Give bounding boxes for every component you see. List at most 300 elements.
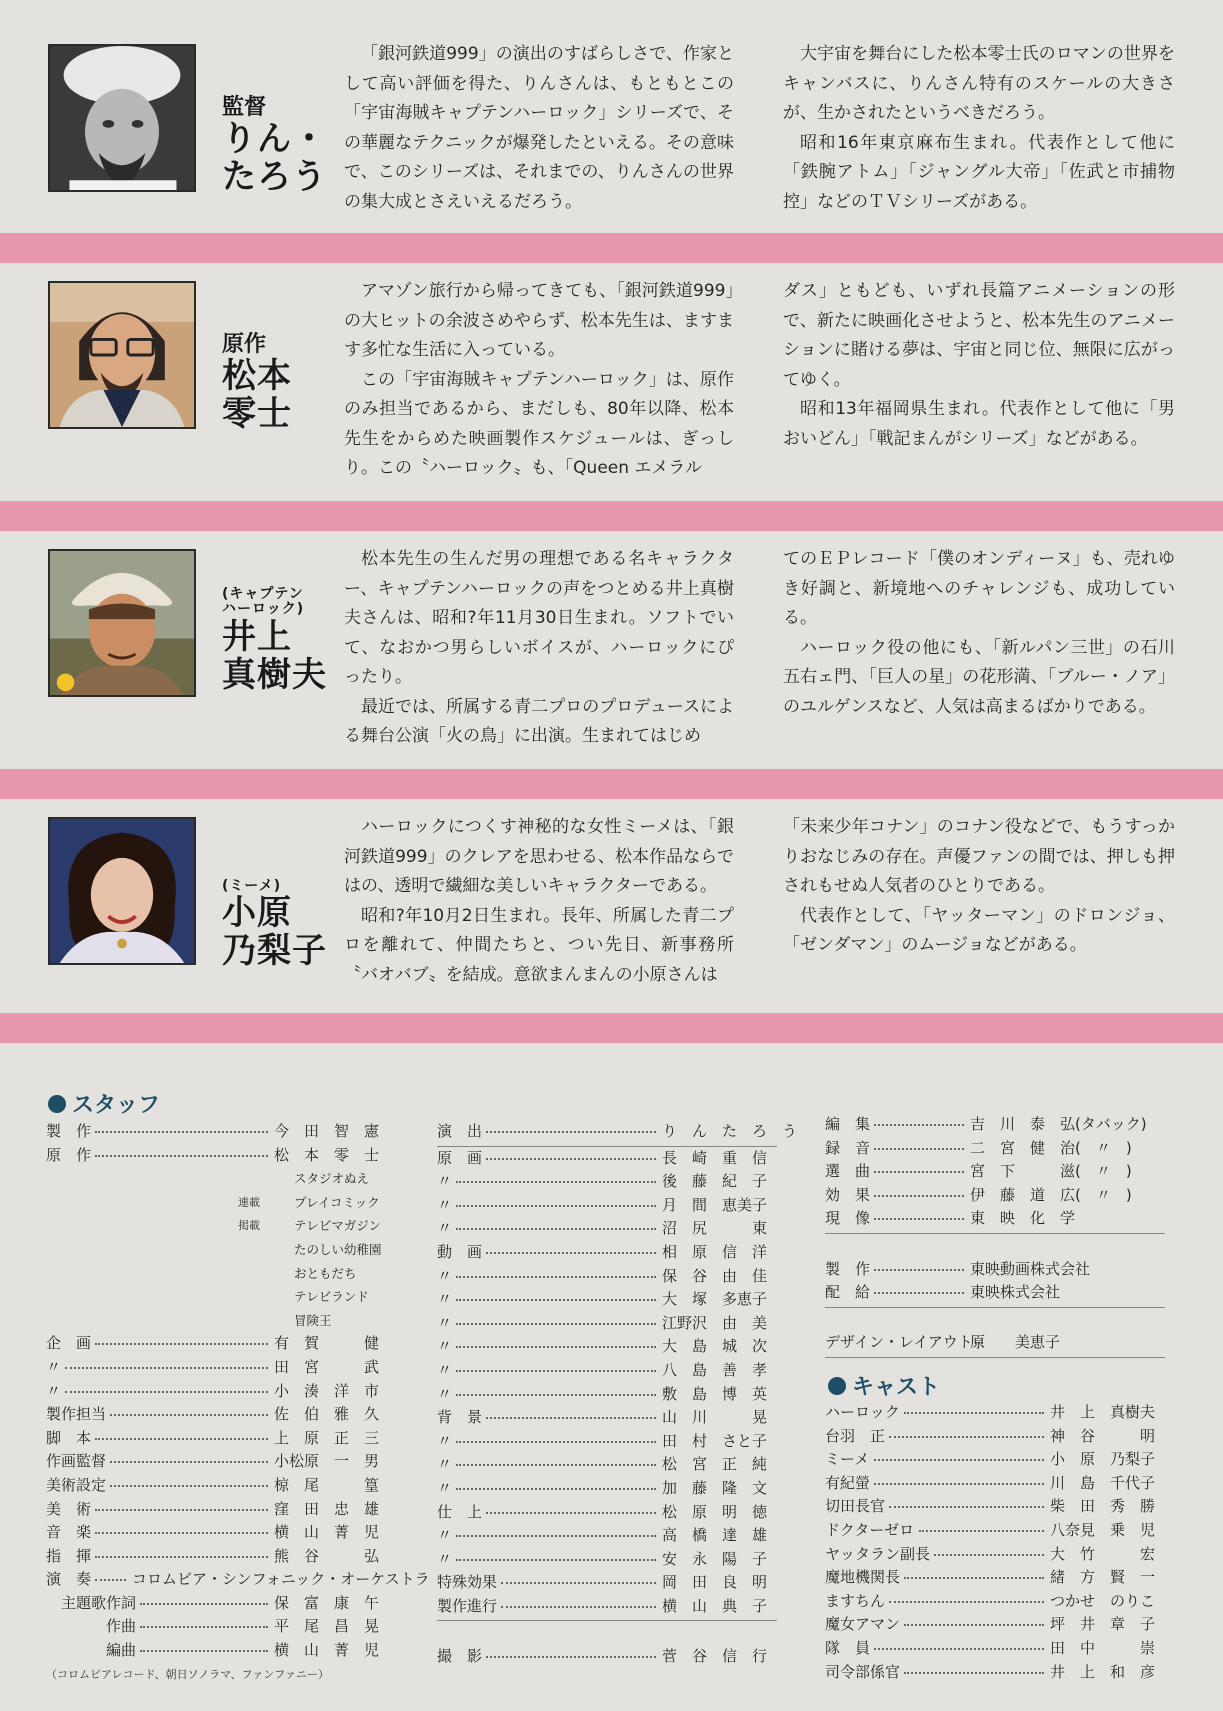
credit-name: 八 島 善 孝 bbox=[662, 1360, 768, 1379]
credit-row bbox=[825, 1661, 1165, 1685]
credit-role: 〃 bbox=[46, 1381, 62, 1400]
credit-name: 熊 谷 弘 bbox=[274, 1546, 380, 1565]
credit-row bbox=[437, 1453, 777, 1477]
credit-name: 伊 藤 道 広( 〃 ) bbox=[970, 1185, 1132, 1204]
credit-role: 魔地機関長 bbox=[825, 1568, 901, 1587]
person-name: 松本 bbox=[222, 356, 292, 397]
credit-row bbox=[437, 1477, 777, 1501]
leader-dots bbox=[140, 1650, 268, 1652]
credit-row bbox=[437, 1170, 777, 1194]
person-name: 零士 bbox=[222, 394, 292, 435]
leader-dots bbox=[904, 1672, 1044, 1674]
leader-dots bbox=[456, 1370, 656, 1372]
bio-paragraph: 大宇宙を舞台にした松本零士氏のロマンの世界をキャンバスに、りんさん特有のスケールの大きさが、生かされたというべきだろう。 bbox=[783, 44, 1175, 123]
credit-row bbox=[46, 1568, 430, 1592]
leader-dots bbox=[65, 1367, 268, 1369]
leader-dots bbox=[456, 1535, 656, 1537]
leader-dots bbox=[140, 1626, 268, 1628]
credit-note: 掲載 bbox=[238, 1219, 260, 1233]
credit-name: 佐 伯 雅 久 bbox=[274, 1405, 380, 1424]
credit-name: 安 永 陽 子 bbox=[662, 1549, 768, 1568]
credit-row bbox=[437, 1335, 777, 1359]
leader-dots bbox=[874, 1148, 964, 1150]
credit-name: 八奈見 乗 児 bbox=[1050, 1520, 1156, 1539]
credit-row bbox=[46, 1262, 386, 1286]
credit-row bbox=[825, 1425, 1165, 1449]
leader-dots bbox=[456, 1323, 656, 1325]
credit-row bbox=[437, 1147, 777, 1171]
credit-row bbox=[437, 1406, 777, 1430]
person-name: 小原 bbox=[222, 893, 292, 934]
credit-row bbox=[46, 1403, 386, 1427]
credit-name: おともだち bbox=[294, 1265, 357, 1281]
section-rule bbox=[825, 1357, 1165, 1358]
person-name: 乃梨子 bbox=[222, 931, 327, 972]
leader-dots bbox=[456, 1346, 656, 1348]
director-photo bbox=[48, 44, 196, 192]
credit-name: コロムビア・シンフォニック・オーケストラ bbox=[132, 1570, 430, 1589]
author-photo bbox=[48, 281, 196, 429]
credit-role: 隊 員 bbox=[825, 1638, 871, 1657]
credit-role: 切田長官 bbox=[825, 1497, 886, 1516]
credit-name: 松 原 明 徳 bbox=[662, 1502, 768, 1521]
credit-role: デザイン・レイアウト bbox=[825, 1333, 973, 1352]
leader-dots bbox=[456, 1559, 656, 1561]
cast-heading-label: キャスト bbox=[852, 1375, 941, 1400]
person-name: 真樹夫 bbox=[222, 654, 327, 695]
credit-role: 〃 bbox=[437, 1455, 453, 1474]
credit-role: 美 術 bbox=[46, 1499, 92, 1518]
bio-column-2 bbox=[783, 545, 1175, 722]
credit-role: 背 景 bbox=[437, 1408, 483, 1427]
credit-name: つかせ のりこ bbox=[1050, 1591, 1156, 1610]
credit-row bbox=[46, 1144, 386, 1168]
leader-dots bbox=[456, 1228, 656, 1230]
divider-stripe bbox=[0, 769, 1223, 799]
credit-row bbox=[46, 1498, 386, 1522]
role-label: (キャプテン bbox=[222, 586, 304, 602]
bio-paragraph: 昭和13年福岡県生まれ。代表作として他に「男おいどん」「戦記まんがシリーズ」などがある。 bbox=[783, 399, 1175, 449]
credit-name: 相 原 信 洋 bbox=[662, 1242, 768, 1261]
credit-name: 川 島 千代子 bbox=[1050, 1473, 1156, 1492]
credit-row bbox=[46, 1285, 386, 1309]
credit-role: 配 給 bbox=[825, 1283, 871, 1302]
role-label: (ミーメ) bbox=[222, 878, 282, 894]
credit-name: 上 原 正 三 bbox=[274, 1428, 380, 1447]
bio-paragraph: ハーロック役の他にも、「新ルパン三世」の石川五右ェ門、「巨人の星」の花形満、「ブルー・ノア」のユルゲンスなど、人気は高まるばかりである。 bbox=[783, 637, 1175, 717]
credit-row bbox=[825, 1258, 1165, 1282]
credit-name: 沼 尻 東 bbox=[662, 1219, 768, 1238]
credit-role: 仕 上 bbox=[437, 1502, 483, 1521]
leader-dots bbox=[889, 1506, 1044, 1508]
credit-role: ハーロック bbox=[825, 1403, 900, 1421]
divider-stripe bbox=[0, 1013, 1223, 1043]
leader-dots bbox=[874, 1195, 964, 1197]
leader-dots bbox=[95, 1579, 126, 1581]
bullet-dot-icon bbox=[48, 1095, 66, 1113]
bio-paragraph: 「銀河鉄道999」の演出のすばらしさで、作家として高い評価を得た、りんさんは、もともとこの「宇宙海賊キャプテンハーロック」シリーズで、その華麗なテクニックが爆発したといえる。その意味で、このシリーズは、それまでの、りんさんの世界の集大成とさえいえるだろう。 bbox=[344, 44, 734, 212]
credit-role: ドクターゼロ bbox=[825, 1520, 915, 1539]
leader-dots bbox=[486, 1158, 656, 1160]
credit-role: 編 集 bbox=[825, 1115, 871, 1133]
credit-name: 平 尾 昌 晃 bbox=[274, 1617, 380, 1636]
credit-name: 東映株式会社 bbox=[970, 1283, 1061, 1302]
bio-paragraph: 代表作として、「ヤッターマン」のドロンジョ、「ゼンダマン」のムージョなどがある。 bbox=[783, 905, 1175, 955]
credit-role: 〃 bbox=[437, 1431, 453, 1450]
credit-role: 〃 bbox=[437, 1290, 453, 1309]
credit-row bbox=[825, 1160, 1165, 1184]
leader-dots bbox=[95, 1438, 268, 1440]
credit-role: 〃 bbox=[437, 1337, 453, 1356]
credit-role: 録 音 bbox=[825, 1138, 871, 1157]
bio-column-2 bbox=[783, 277, 1175, 454]
credit-name: 有 賀 健 bbox=[274, 1334, 380, 1353]
credit-name: 加 藤 隆 文 bbox=[662, 1478, 768, 1497]
leader-dots bbox=[874, 1269, 964, 1271]
credit-row bbox=[437, 1312, 777, 1336]
credit-name: 田 村 さと子 bbox=[662, 1431, 768, 1450]
credit-name: テレビマガジン bbox=[294, 1218, 381, 1234]
leader-dots bbox=[95, 1556, 268, 1558]
leader-dots bbox=[874, 1459, 1044, 1461]
leader-dots bbox=[874, 1292, 964, 1294]
credit-name: 原 美恵子 bbox=[970, 1333, 1061, 1352]
bio-column-1 bbox=[344, 40, 734, 217]
credit-row bbox=[437, 1383, 777, 1407]
credit-name: （コロムビアレコード、朝日ソノラマ、ファンファニー） bbox=[46, 1667, 330, 1681]
credit-row bbox=[46, 1167, 386, 1191]
credit-row bbox=[825, 1637, 1165, 1661]
leader-dots bbox=[486, 1656, 656, 1658]
credit-row bbox=[437, 1288, 777, 1312]
credit-name: 東映動画株式会社 bbox=[970, 1259, 1091, 1278]
credit-role: 〃 bbox=[437, 1195, 453, 1214]
leader-dots bbox=[904, 1412, 1044, 1414]
leader-dots bbox=[486, 1512, 656, 1514]
credit-row bbox=[825, 1401, 1165, 1425]
leader-dots bbox=[889, 1436, 1044, 1438]
credit-role: 有紀螢 bbox=[825, 1473, 871, 1492]
credit-role: 〃 bbox=[437, 1478, 453, 1497]
credit-row bbox=[46, 1238, 386, 1262]
credit-name: 二 宮 健 治( 〃 ) bbox=[970, 1138, 1132, 1157]
credit-row bbox=[825, 1613, 1165, 1637]
credit-name: 菅 谷 信 行 bbox=[662, 1647, 768, 1666]
credit-role: 〃 bbox=[437, 1360, 453, 1379]
bio-paragraph: 「未来少年コナン」のコナン役などで、もうすっかりおなじみの存在。声優ファンの間では、押しも押されもせぬ人気者のひとりである。 bbox=[783, 817, 1175, 896]
credit-role: 編曲 bbox=[46, 1641, 137, 1660]
staff-heading bbox=[48, 1088, 160, 1119]
credit-name: 松 宮 正 純 bbox=[662, 1455, 768, 1474]
credit-role: 選 曲 bbox=[825, 1162, 871, 1181]
credit-row bbox=[825, 1113, 1165, 1137]
credit-name: 井 上 真樹夫 bbox=[1050, 1403, 1156, 1421]
staff-column-2 bbox=[437, 1120, 798, 1669]
credit-row bbox=[825, 1495, 1165, 1519]
credit-name: 東 映 化 学 bbox=[970, 1209, 1076, 1228]
credit-role: 企 画 bbox=[46, 1334, 92, 1353]
role-label: 原作 bbox=[222, 332, 267, 357]
credit-row bbox=[437, 1595, 777, 1619]
credit-row bbox=[825, 1281, 1165, 1305]
staff-heading-label: スタッフ bbox=[72, 1093, 161, 1118]
cast-column bbox=[825, 1401, 1165, 1684]
credit-role: 〃 bbox=[46, 1357, 62, 1376]
leader-dots bbox=[874, 1124, 964, 1126]
credit-row bbox=[437, 1621, 777, 1645]
credit-row bbox=[437, 1120, 798, 1144]
leader-dots bbox=[110, 1414, 268, 1416]
credit-role: 効 果 bbox=[825, 1185, 871, 1204]
bio-paragraph: ダス」ともども、いずれ長篇アニメーションの形で、新たに映画化させようと、松本先生のアニメーションに賭ける夢は、宇宙と同じ位、無限に広がってゆく。 bbox=[783, 281, 1175, 390]
credit-role: 製作進行 bbox=[437, 1596, 498, 1615]
credit-name: プレイコミック bbox=[294, 1194, 380, 1210]
leader-dots bbox=[140, 1603, 268, 1605]
credit-row bbox=[437, 1571, 777, 1595]
credit-name: 小 原 乃梨子 bbox=[1050, 1450, 1156, 1469]
credit-role: 〃 bbox=[437, 1172, 453, 1191]
leader-dots bbox=[456, 1441, 656, 1443]
leader-dots bbox=[874, 1483, 1044, 1485]
credit-name: 大 島 城 次 bbox=[662, 1337, 768, 1356]
leader-dots bbox=[95, 1532, 268, 1534]
harlock-voice-photo bbox=[48, 549, 196, 697]
credit-row bbox=[46, 1332, 386, 1356]
credit-row bbox=[825, 1448, 1165, 1472]
credit-name: テレビランド bbox=[294, 1289, 369, 1305]
credit-role: ますちん bbox=[825, 1591, 886, 1610]
credit-name: 後 藤 紀 子 bbox=[662, 1172, 768, 1191]
leader-dots bbox=[456, 1464, 656, 1466]
leader-dots bbox=[904, 1577, 1044, 1579]
credit-row bbox=[825, 1519, 1165, 1543]
bullet-dot-icon bbox=[828, 1377, 846, 1395]
credit-name: 山 川 晃 bbox=[662, 1408, 768, 1427]
leader-dots bbox=[456, 1276, 656, 1278]
bio-column-1 bbox=[344, 277, 734, 484]
credit-row bbox=[46, 1309, 386, 1333]
credit-row bbox=[46, 1450, 386, 1474]
divider-stripe bbox=[0, 233, 1223, 263]
leader-dots bbox=[95, 1343, 268, 1345]
credit-row bbox=[437, 1194, 777, 1218]
credit-name: 長 崎 重 信 bbox=[662, 1148, 768, 1167]
role-label: ハーロック) bbox=[222, 601, 305, 618]
credit-role: 〃 bbox=[437, 1219, 453, 1238]
credit-name: 冒険王 bbox=[294, 1312, 332, 1328]
credit-name: 大 塚 多恵子 bbox=[662, 1290, 768, 1309]
credit-name: 保 富 康 午 bbox=[274, 1593, 380, 1612]
credit-row bbox=[437, 1217, 777, 1241]
credit-name: 大 竹 宏 bbox=[1050, 1544, 1156, 1563]
credit-row bbox=[46, 1191, 386, 1215]
role-label: 監督 bbox=[222, 95, 267, 120]
leader-dots bbox=[456, 1205, 656, 1207]
leader-dots bbox=[95, 1509, 268, 1511]
credit-name: 坪 井 章 子 bbox=[1050, 1615, 1156, 1634]
credit-row bbox=[46, 1427, 386, 1451]
credit-role: 現 像 bbox=[825, 1209, 871, 1228]
leader-dots bbox=[110, 1461, 268, 1463]
credit-name: 宮 下 滋( 〃 ) bbox=[970, 1162, 1132, 1181]
credit-role: 主題歌作詞 bbox=[46, 1593, 137, 1612]
bio-paragraph: 昭和?年10月2日生まれ。長年、所属した青二プロを離れて、仲間たちと、つい先日、新事務所〝バオバブ〟を結成。意欲まんまんの小原さんは bbox=[344, 905, 734, 985]
credit-row bbox=[46, 1639, 386, 1663]
credit-row bbox=[437, 1265, 777, 1289]
credit-name: 柴 田 秀 勝 bbox=[1050, 1497, 1156, 1516]
leader-dots bbox=[95, 1131, 268, 1133]
credit-role: 演 出 bbox=[437, 1122, 483, 1140]
bio-column-2 bbox=[783, 813, 1175, 961]
credit-row bbox=[825, 1184, 1165, 1208]
bio-paragraph: 昭和16年東京麻布生まれ。代表作として他に「鉄腕アトム」「ジャングル大帝」「佐武と市捕物控」などのＴＶシリーズがある。 bbox=[783, 132, 1175, 212]
credit-name: 江野沢 由 美 bbox=[662, 1313, 768, 1332]
leader-dots bbox=[486, 1252, 656, 1254]
credit-row bbox=[437, 1501, 777, 1525]
credit-role: 脚 本 bbox=[46, 1428, 92, 1447]
credit-name: 小 湊 洋 市 bbox=[274, 1381, 380, 1400]
credit-role: 作曲 bbox=[46, 1617, 137, 1636]
credit-role: 〃 bbox=[437, 1526, 453, 1545]
credit-row bbox=[825, 1472, 1165, 1496]
credit-row bbox=[437, 1430, 777, 1454]
credit-role: ヤッタラン副長 bbox=[825, 1544, 931, 1563]
leader-dots bbox=[65, 1391, 268, 1393]
credit-role: 製 作 bbox=[46, 1122, 92, 1140]
credit-name: 松 本 零 士 bbox=[274, 1145, 380, 1164]
credit-row bbox=[825, 1590, 1165, 1614]
credit-row bbox=[46, 1663, 386, 1687]
credit-row bbox=[437, 1645, 777, 1669]
credit-role: 〃 bbox=[437, 1266, 453, 1285]
leader-dots bbox=[889, 1601, 1044, 1603]
credit-name: 今 田 智 憲 bbox=[274, 1122, 380, 1140]
credit-role: 指 揮 bbox=[46, 1546, 92, 1565]
credit-name: 神 谷 明 bbox=[1050, 1426, 1156, 1445]
credit-name: 田 中 崇 bbox=[1050, 1638, 1156, 1657]
credit-name: 横 山 典 子 bbox=[662, 1596, 768, 1615]
credit-role: 音 楽 bbox=[46, 1523, 92, 1542]
leader-dots bbox=[501, 1606, 656, 1608]
staff-column-1 bbox=[46, 1120, 430, 1686]
leader-dots bbox=[456, 1488, 656, 1490]
credit-row bbox=[825, 1331, 1165, 1355]
leader-dots bbox=[95, 1155, 268, 1157]
credit-name: 井 上 和 彦 bbox=[1050, 1662, 1156, 1681]
credit-role: 〃 bbox=[437, 1313, 453, 1332]
credit-role: 演 奏 bbox=[46, 1570, 92, 1589]
credit-name: 横 山 菁 児 bbox=[274, 1641, 380, 1660]
leader-dots bbox=[934, 1554, 1044, 1556]
credit-role: ミーメ bbox=[825, 1450, 870, 1469]
leader-dots bbox=[874, 1218, 964, 1220]
credit-row bbox=[46, 1120, 386, 1144]
credit-row bbox=[437, 1524, 777, 1548]
credit-name: 窪 田 忠 雄 bbox=[274, 1499, 380, 1518]
bio-paragraph: 松本先生の生んだ男の理想である名キャラクター、キャプテンハーロックの声をつとめる井上真樹夫さんは、昭和?年11月30日生まれ。ソフトでいて、なおかつ男らしいボイスが、ハーロックにぴったり。 bbox=[344, 549, 734, 687]
credit-role: 魔女アマン bbox=[825, 1615, 901, 1634]
bio-paragraph: てのＥＰレコード「僕のオンディーヌ」も、売れゆき好調と、新境地へのチャレンジも、成功している。 bbox=[783, 549, 1175, 628]
credit-name: 小松原 一 男 bbox=[274, 1452, 380, 1471]
credit-row bbox=[46, 1592, 386, 1616]
leader-dots bbox=[919, 1530, 1044, 1532]
credit-name: 敷 島 博 英 bbox=[662, 1384, 768, 1403]
credit-role: 製作担当 bbox=[46, 1405, 107, 1424]
mime-voice-photo bbox=[48, 817, 196, 965]
credit-name: 高 橋 達 雄 bbox=[662, 1526, 768, 1545]
credit-role: 司令部係官 bbox=[825, 1662, 901, 1681]
leader-dots bbox=[874, 1648, 1044, 1650]
person-name: たろう bbox=[222, 157, 327, 198]
credit-name: 岡 田 良 明 bbox=[662, 1573, 768, 1592]
leader-dots bbox=[904, 1624, 1044, 1626]
credit-role: 〃 bbox=[437, 1549, 453, 1568]
credit-name: 月 間 恵美子 bbox=[662, 1195, 768, 1214]
credit-row bbox=[825, 1137, 1165, 1161]
credit-name: 吉 川 泰 弘(タバック) bbox=[970, 1115, 1147, 1133]
credit-role: 原 画 bbox=[437, 1148, 483, 1167]
leader-dots bbox=[456, 1181, 656, 1183]
credit-role: 原 作 bbox=[46, 1145, 92, 1164]
leader-dots bbox=[486, 1417, 656, 1419]
credit-name: 保 谷 由 佳 bbox=[662, 1266, 768, 1285]
bio-paragraph: 最近では、所属する青二プロのプロデュースによる舞台公演「火の鳥」に出演。生まれてはじめ bbox=[344, 696, 734, 746]
credit-name: 緒 方 賢 一 bbox=[1050, 1568, 1156, 1587]
leader-dots bbox=[456, 1299, 656, 1301]
credit-row bbox=[825, 1543, 1165, 1567]
credit-note: 連載 bbox=[238, 1195, 260, 1209]
credit-row bbox=[46, 1521, 386, 1545]
credit-row bbox=[46, 1474, 386, 1498]
credit-role: 動 画 bbox=[437, 1242, 483, 1261]
credit-row bbox=[437, 1548, 777, 1572]
credit-row bbox=[825, 1207, 1165, 1231]
credit-name: 横 山 菁 児 bbox=[274, 1523, 380, 1542]
credit-name: り ん た ろ う bbox=[662, 1122, 798, 1140]
person-name: りん・ bbox=[222, 119, 327, 160]
credit-name: 田 宮 武 bbox=[274, 1357, 380, 1376]
bio-column-1 bbox=[344, 813, 734, 990]
leader-dots bbox=[486, 1131, 656, 1133]
credit-role: 製 作 bbox=[825, 1259, 871, 1278]
leader-dots bbox=[110, 1485, 268, 1487]
leader-dots bbox=[501, 1582, 656, 1584]
cast-heading bbox=[828, 1370, 940, 1401]
bio-paragraph: この「宇宙海賊キャプテンハーロック」は、原作のみ担当であるから、まだしも、80年以降、松本先生をからめた映画製作スケジュールは、ぎっしり。この〝ハーロック〟も、「Queen エメラル bbox=[344, 369, 734, 478]
credit-role: 美術設定 bbox=[46, 1475, 107, 1494]
credit-row bbox=[437, 1241, 777, 1265]
leader-dots bbox=[456, 1394, 656, 1396]
credit-row bbox=[46, 1615, 386, 1639]
credit-row bbox=[825, 1566, 1165, 1590]
staff-column-3 bbox=[825, 1113, 1165, 1358]
leader-dots bbox=[874, 1171, 964, 1173]
bio-column-2 bbox=[783, 40, 1175, 217]
credit-row bbox=[825, 1308, 1165, 1332]
credit-name: スタジオぬえ bbox=[294, 1171, 370, 1187]
divider-stripe bbox=[0, 501, 1223, 531]
credit-row bbox=[46, 1214, 386, 1238]
credit-row bbox=[46, 1356, 386, 1380]
credit-role: 台羽 正 bbox=[825, 1426, 886, 1445]
credit-row bbox=[46, 1545, 386, 1569]
credit-row bbox=[437, 1359, 777, 1383]
credit-name: たのしい幼稚園 bbox=[294, 1241, 382, 1257]
credit-row bbox=[825, 1234, 1165, 1258]
credit-role: 作画監督 bbox=[46, 1452, 107, 1471]
credit-row bbox=[46, 1380, 386, 1404]
credit-role: 特殊効果 bbox=[437, 1573, 498, 1592]
